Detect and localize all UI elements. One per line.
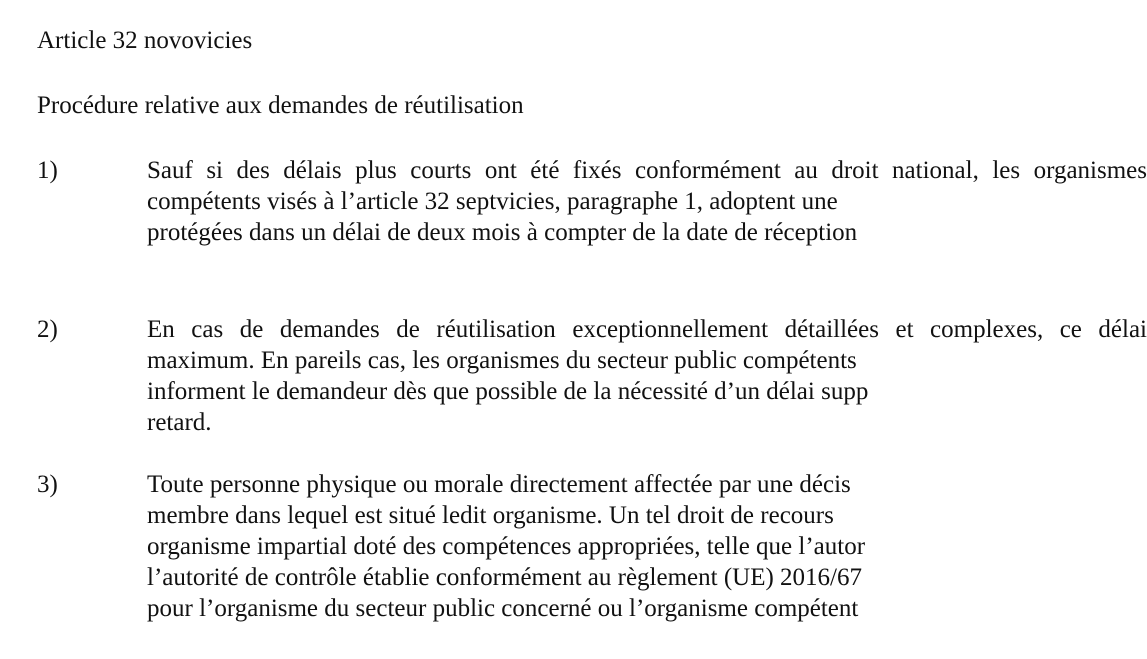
paragraph-line: l’autorité de contrôle établie conformément au règlement (UE) 2016/67: [147, 564, 863, 591]
paragraph-number: 1): [37, 157, 58, 184]
paragraph-line: compétents visés à l’article 32 septvicies, paragraphe 1, adoptent une: [147, 188, 838, 215]
paragraph-line: En cas de demandes de réutilisation exceptionnellement détaillées et complexes, ce délai: [147, 316, 1147, 343]
paragraph-line: Sauf si des délais plus courts ont été fixés conformément au droit national, les organismes: [147, 157, 1147, 184]
paragraph-number: 3): [37, 471, 58, 498]
article-subtitle: Procédure relative aux demandes de réutilisation: [37, 92, 524, 119]
paragraph-line: protégées dans un délai de deux mois à compter de la date de réception: [147, 219, 858, 246]
paragraph-line: informent le demandeur dès que possible de la nécessité d’un délai supp: [147, 378, 869, 405]
paragraph-line: pour l’organisme du secteur public concerné ou l’organisme compétent: [147, 595, 859, 622]
paragraph-line: Toute personne physique ou morale directement affectée par une décis: [147, 471, 851, 498]
paragraph-body: [147, 314, 1147, 438]
paragraph-line: membre dans lequel est situé ledit organisme. Un tel droit de recours: [147, 502, 834, 529]
paragraph-number: 2): [37, 316, 58, 343]
paragraph-line: retard.: [147, 409, 212, 436]
paragraph-line: maximum. En pareils cas, les organismes du secteur public compétents: [147, 347, 857, 374]
paragraph-line: organisme impartial doté des compétences appropriées, telle que l’autor: [147, 533, 866, 560]
article-title: Article 32 novovicies: [37, 27, 253, 54]
paragraph-body: [147, 469, 1147, 624]
paragraph-body: [147, 155, 1147, 248]
